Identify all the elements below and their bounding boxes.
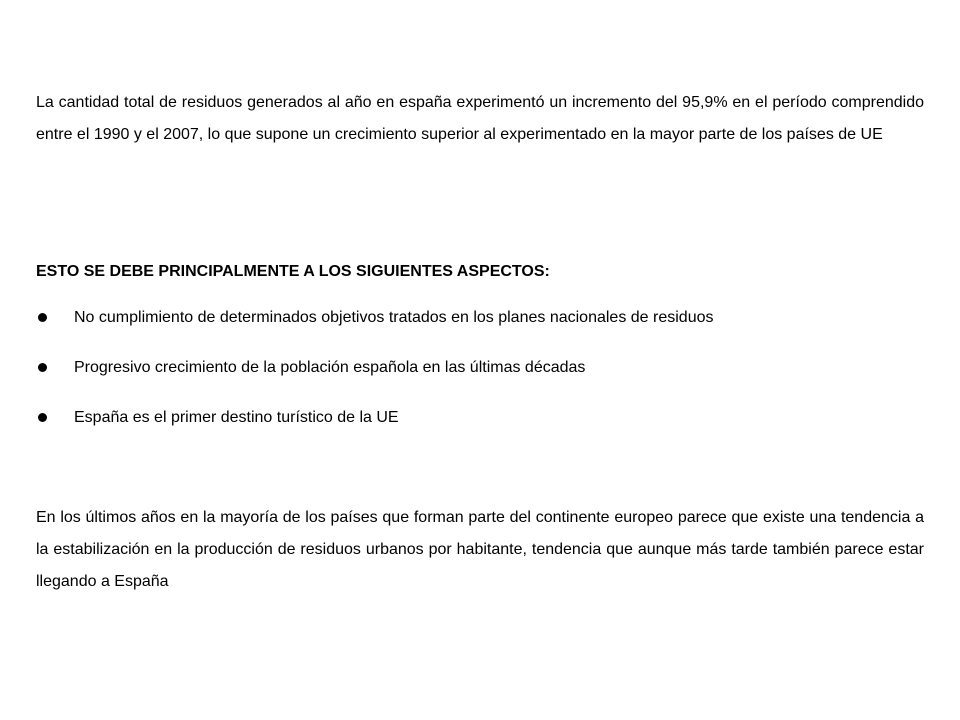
bullet-icon xyxy=(38,413,47,422)
conclusion-paragraph: En los últimos años en la mayoría de los países que forman parte del continente europeo parece que existe una tendencia a la estabilización en la producción de residuos urbanos por habitante, tendencia que aunque más tarde también parece estar llegando a España xyxy=(36,509,924,590)
list-item xyxy=(36,302,713,352)
intro-paragraph: La cantidad total de residuos generados al año en españa experimentó un incremento del 95,9% en el período comprendido entre el 1990 y el 2007, lo que supone un crecimiento superior al experimentado en la mayor parte de los países de UE xyxy=(36,94,924,143)
aspects-list xyxy=(36,302,713,452)
list-item xyxy=(36,402,713,452)
bullet-icon xyxy=(38,363,47,372)
aspects-heading: ESTO SE DEBE PRINCIPALMENTE A LOS SIGUIENTES ASPECTOS: xyxy=(36,263,550,280)
list-item-label: Progresivo crecimiento de la población española en las últimas décadas xyxy=(74,359,586,376)
bullet-icon xyxy=(38,313,47,322)
list-item-label: No cumplimiento de determinados objetivos tratados en los planes nacionales de residuos xyxy=(74,309,714,326)
list-item xyxy=(36,352,713,402)
list-item-label: España es el primer destino turístico de la UE xyxy=(74,409,399,426)
